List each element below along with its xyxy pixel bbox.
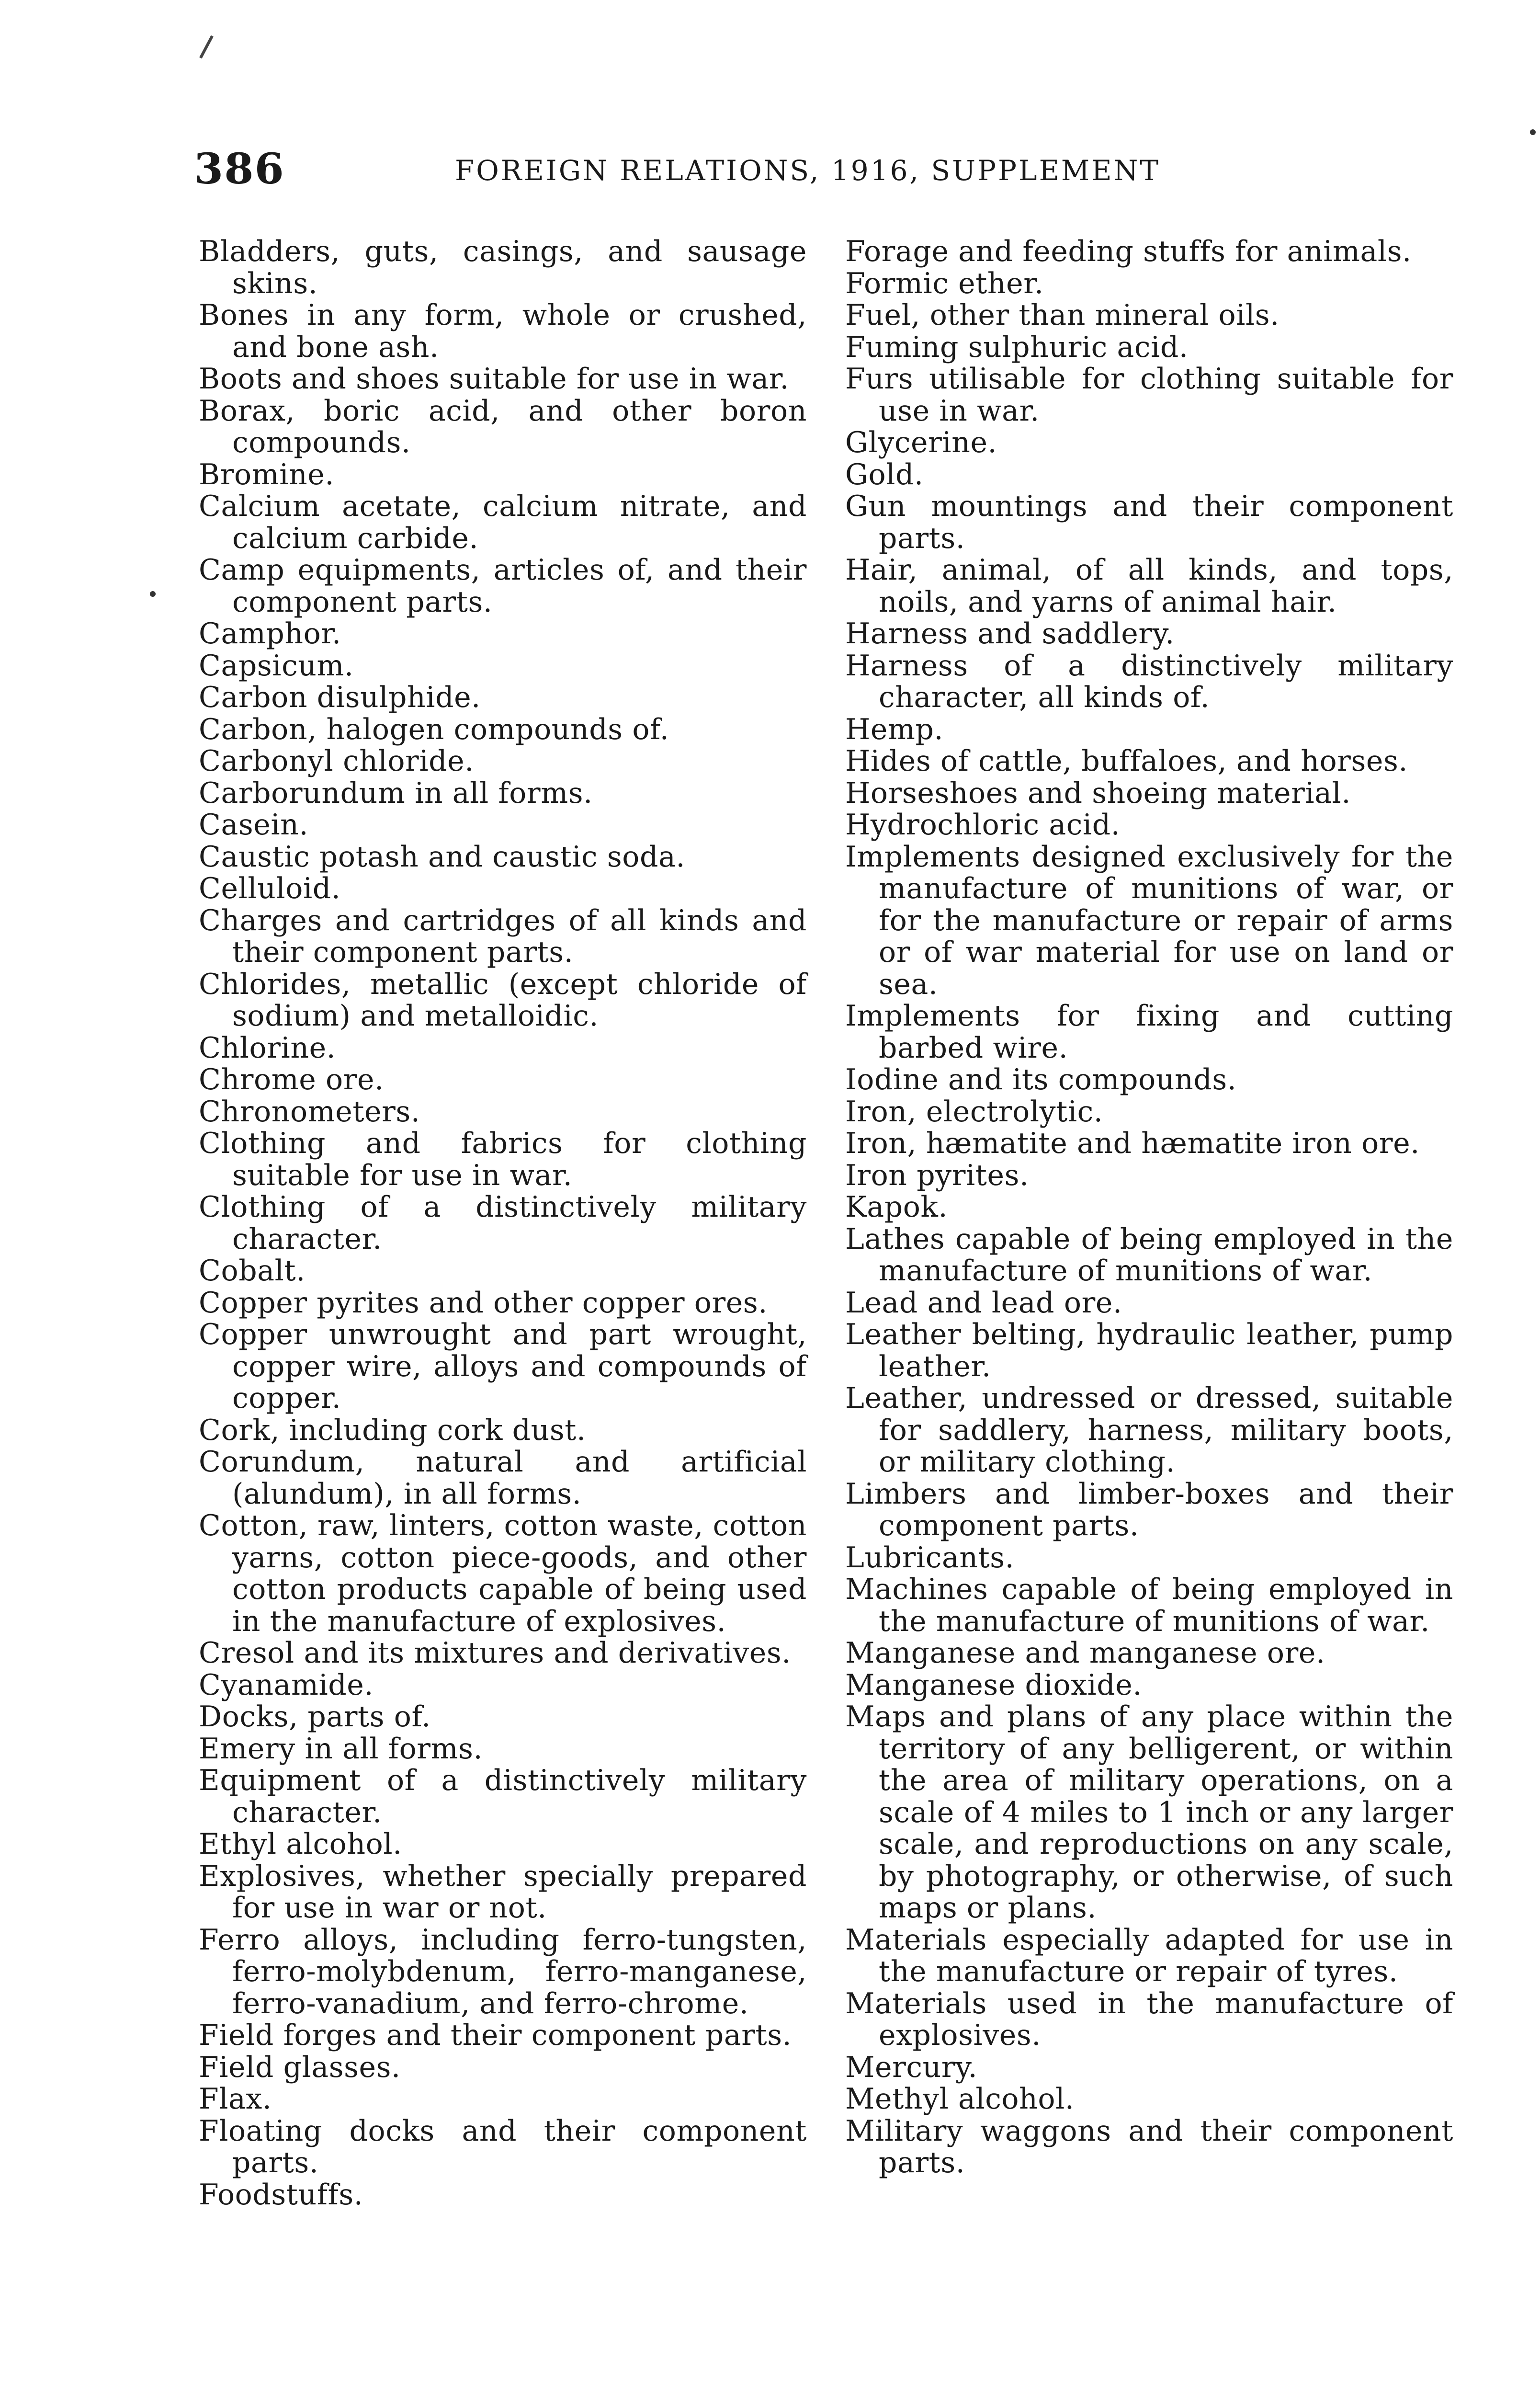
list-item: Emery in all forms. — [199, 1732, 483, 1766]
list-item: Explosives, whether specially prepared for use in war or not. — [199, 1859, 807, 1925]
list-item: Hides of cattle, buffaloes, and horses. — [845, 744, 1408, 778]
list-item: Formic ether. — [845, 266, 1044, 300]
list-item: Manganese dioxide. — [845, 1668, 1143, 1702]
list-item: Horseshoes and shoeing material. — [845, 776, 1351, 810]
list-item: Floating docks and their component parts. — [199, 2114, 807, 2179]
list-item: Cresol and its mixtures and derivatives. — [199, 1636, 791, 1670]
list-item: Carbon, halogen compounds of. — [199, 712, 669, 746]
list-item: Harness of a distinctively military character, all kinds of. — [845, 649, 1453, 714]
list-item: Gold. — [845, 457, 924, 491]
list-item: Cotton, raw, linters, cotton waste, cotton yarns, cotton piece-goods, and other cotton products capable of being used in the manufacture of explosives. — [199, 1509, 807, 1638]
list-item: Capsicum. — [199, 649, 354, 683]
list-item: Field glasses. — [199, 2050, 401, 2084]
list-item: Hydrochloric acid. — [845, 808, 1121, 842]
list-item: Hair, animal, of all kinds, and tops, noils, and yarns of animal hair. — [845, 553, 1453, 619]
list-item: Casein. — [199, 808, 309, 842]
right-column — [845, 236, 1453, 2179]
list-item: Calcium acetate, calcium nitrate, and calcium carbide. — [199, 490, 807, 555]
list-item: Mercury. — [845, 2050, 978, 2084]
list-item: Hemp. — [845, 712, 944, 746]
list-item: Docks, parts of. — [199, 1700, 431, 1734]
list-item: Iron, electrolytic. — [845, 1095, 1103, 1129]
list-item: Camp equipments, articles of, and their component parts. — [199, 553, 807, 619]
margin-dot-right — [1530, 129, 1536, 135]
list-item: Clothing of a distinctively military character. — [199, 1190, 807, 1256]
list-item: Chronometers. — [199, 1095, 420, 1129]
page-number: 386 — [194, 144, 285, 194]
list-item: Clothing and fabrics for clothing suitable for use in war. — [199, 1127, 807, 1192]
margin-dot-left — [150, 591, 156, 597]
list-item: Celluloid. — [199, 872, 341, 905]
list-item: Fuming sulphuric acid. — [845, 330, 1189, 364]
list-item: Materials used in the manufacture of explosives. — [845, 1986, 1453, 2052]
list-item: Corundum, natural and artificial (alundum), in all forms. — [199, 1445, 807, 1511]
list-item: Bones in any form, whole or crushed, and bone ash. — [199, 298, 807, 364]
list-item: Carborundum in all forms. — [199, 776, 593, 810]
list-item: Machines capable of being employed in the manufacture of munitions of war. — [845, 1573, 1453, 1638]
list-item: Forage and feeding stuffs for animals. — [845, 235, 1412, 268]
list-item: Harness and saddlery. — [845, 617, 1175, 650]
list-item: Bromine. — [199, 457, 335, 491]
list-item: Cobalt. — [199, 1254, 306, 1288]
list-item: Borax, boric acid, and other boron compounds. — [199, 394, 807, 459]
list-item: Iron pyrites. — [845, 1158, 1029, 1192]
list-item: Equipment of a distinctively military character. — [199, 1764, 807, 1829]
running-head: FOREIGN RELATIONS, 1916, SUPPLEMENT — [455, 154, 1161, 187]
stray-pen-mark — [199, 35, 214, 59]
list-item: Cork, including cork dust. — [199, 1413, 586, 1447]
list-item: Maps and plans of any place within the territory of any belligerent, or within the area of military operations, on a scale of 4 miles to 1 inch or any larger scale, and reproductions on any scale, by photography, or otherwise, of such maps or plans. — [845, 1700, 1453, 1925]
list-item: Foodstuffs. — [199, 2178, 363, 2212]
list-item: Camphor. — [199, 617, 341, 650]
list-item: Caustic potash and caustic soda. — [199, 840, 686, 874]
list-item: Copper pyrites and other copper ores. — [199, 1286, 768, 1320]
list-item: Iodine and its compounds. — [845, 1063, 1237, 1096]
list-item: Military waggons and their component parts. — [845, 2114, 1453, 2179]
list-item: Chlorides, metallic (except chloride of sodium) and metalloidic. — [199, 967, 807, 1033]
list-item: Bladders, guts, casings, and sausage skins. — [199, 235, 807, 300]
list-item: Field forges and their component parts. — [199, 2019, 792, 2052]
list-item: Implements for fixing and cutting barbed wire. — [845, 999, 1453, 1065]
list-item: Boots and shoes suitable for use in war. — [199, 362, 790, 396]
list-item: Materials especially adapted for use in the manufacture or repair of tyres. — [845, 1923, 1453, 1988]
list-item: Copper unwrought and part wrought, copper wire, alloys and compounds of copper. — [199, 1318, 807, 1415]
list-item: Implements designed exclusively for the manufacture of munitions of war, or for the manufacture or repair of arms or of war material for use on land or sea. — [845, 840, 1453, 1001]
list-item: Glycerine. — [845, 426, 997, 459]
list-item: Fuel, other than mineral oils. — [845, 298, 1280, 332]
list-item: Limbers and limber-boxes and their component parts. — [845, 1477, 1453, 1542]
list-item: Ethyl alcohol. — [199, 1827, 402, 1861]
list-item: Flax. — [199, 2082, 272, 2116]
list-item: Ferro alloys, including ferro-tungsten, ferro-molybdenum, ferro-manganese, ferro-vanadium, and ferro-chrome. — [199, 1923, 807, 2020]
list-item: Manganese and manganese ore. — [845, 1636, 1325, 1670]
left-column — [199, 236, 807, 2211]
list-item: Chlorine. — [199, 1031, 336, 1065]
list-item: Chrome ore. — [199, 1063, 384, 1096]
list-item: Carbon disulphide. — [199, 681, 481, 714]
list-item: Iron, hæmatite and hæmatite iron ore. — [845, 1127, 1420, 1160]
list-item: Charges and cartridges of all kinds and their component parts. — [199, 903, 807, 969]
list-item: Gun mountings and their component parts. — [845, 490, 1453, 555]
list-item: Lubricants. — [845, 1540, 1015, 1574]
list-item: Lead and lead ore. — [845, 1286, 1122, 1320]
list-item: Furs utilisable for clothing suitable for use in war. — [845, 362, 1453, 428]
list-item: Carbonyl chloride. — [199, 744, 474, 778]
list-item: Lathes capable of being employed in the manufacture of munitions of war. — [845, 1222, 1453, 1288]
list-item: Leather, undressed or dressed, suitable for saddlery, harness, military boots, or military clothing. — [845, 1381, 1453, 1479]
list-item: Kapok. — [845, 1190, 948, 1224]
list-item: Methyl alcohol. — [845, 2082, 1075, 2116]
list-item: Cyanamide. — [199, 1668, 374, 1702]
list-item: Leather belting, hydraulic leather, pump leather. — [845, 1318, 1453, 1383]
